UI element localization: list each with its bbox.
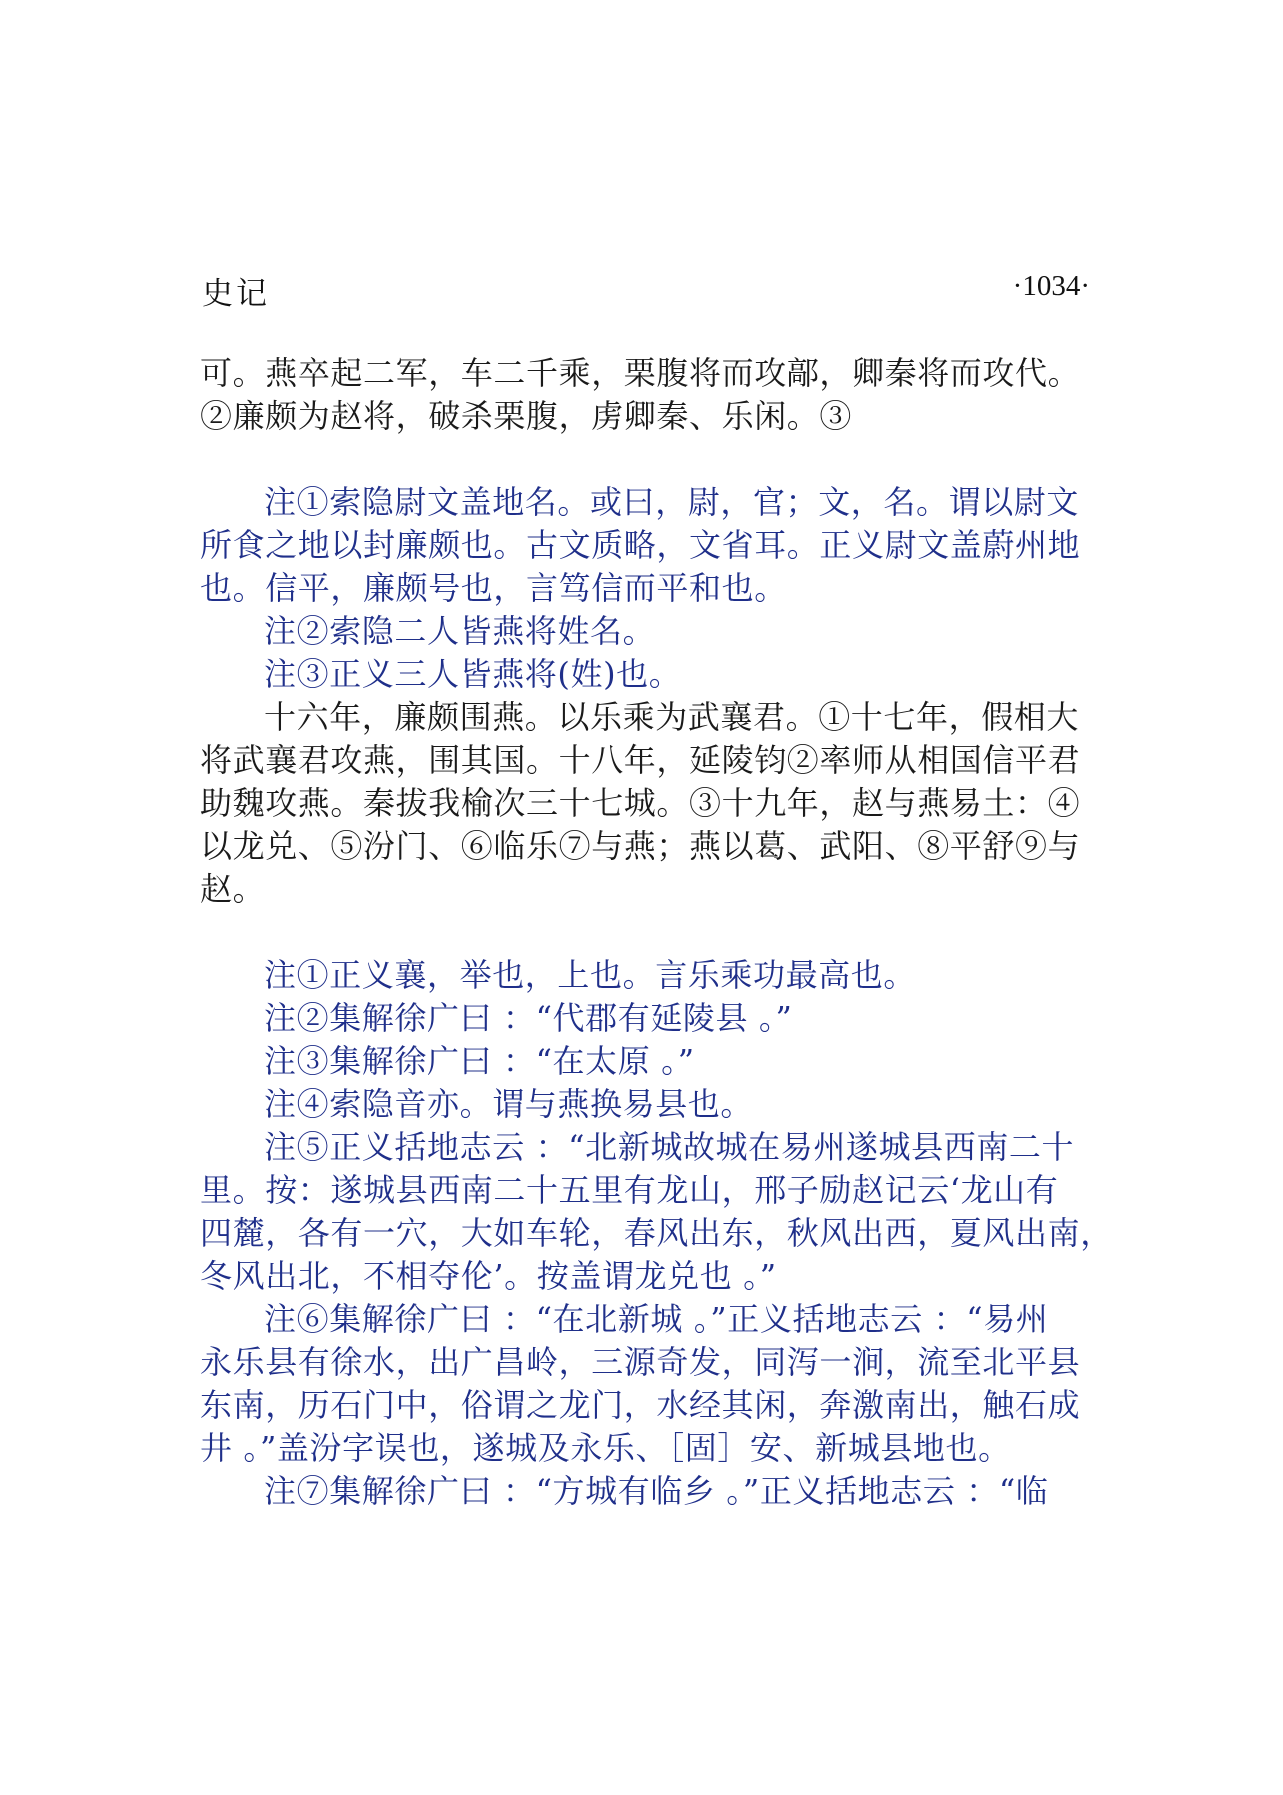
body-line: 助魏攻燕。秦拔我榆次三十七城。③十九年，赵与燕易土：④: [200, 784, 1081, 822]
body-line: 可。燕卒起二军，车二千乘，栗腹将而攻鄗，卿秦将而攻代。: [200, 354, 1081, 392]
page-number: ·1034·: [1012, 270, 1090, 302]
spacer: [200, 438, 1108, 481]
book-title: 史记: [202, 276, 270, 312]
body-text-block-1: [200, 352, 1108, 438]
note-line: 注⑤正义括地志云 ：“北新城故城在易州遂城县西南二十: [264, 1128, 1075, 1166]
note-line: 注②索隐二人皆燕将姓名。: [264, 612, 656, 650]
note-line: 四麓，各有一穴，大如车轮，春风出东，秋风出西，夏风出南，: [200, 1214, 1113, 1252]
note-line: 东南，历石门中，俗谓之龙门，水经其闲，奔激南出，触石成: [200, 1386, 1081, 1424]
note-line: 里。按：遂城县西南二十五里有龙山，邢子励赵记云‘龙山有: [200, 1171, 1059, 1209]
body-line: 将武襄君攻燕，围其国。十八年，延陵钧②率师从相国信平君: [200, 741, 1081, 779]
note-line: 注③集解徐广曰 ：“在太原 。”: [264, 1042, 695, 1080]
notes-block-1: [200, 481, 1108, 696]
note-line: 注⑦集解徐广曰 ：“方城有临乡 。”正义括地志云 ：“临: [264, 1472, 1049, 1510]
page-header: [202, 268, 1090, 312]
page-content: [200, 352, 1113, 1513]
note-line: 注②集解徐广曰 ：“代郡有延陵县 。”: [264, 999, 793, 1037]
note-line: 井 。”盖汾字误也，遂城及永乐、［固］安、新城县地也。: [200, 1429, 1011, 1467]
note-line: 注⑥集解徐广曰 ：“在北新城 。”正义括地志云 ：“易州: [264, 1300, 1049, 1338]
note-line: 注①正义襄，举也，上也。言乐乘功最高也。: [264, 956, 917, 994]
notes-block-2: [200, 954, 1113, 1513]
body-line: ②廉颇为赵将，破杀栗腹，虏卿秦、乐闲。③: [200, 397, 853, 435]
note-line: 注④索隐音亦。谓与燕换易县也。: [264, 1085, 754, 1123]
body-line: 赵。: [200, 870, 266, 908]
note-line: 注③正义三人皆燕将(姓)也。: [264, 655, 682, 693]
spacer: [200, 911, 1108, 954]
body-text-block-2: [200, 696, 1108, 911]
note-line: 冬风出北，不相夺伦’。按盖谓龙兑也 。”: [200, 1257, 777, 1295]
body-line: 十六年，廉颇围燕。以乐乘为武襄君。①十七年，假相大: [264, 698, 1080, 736]
note-line: 注①索隐尉文盖地名。或曰，尉，官；文，名。谓以尉文: [264, 483, 1080, 521]
note-line: 也。信平，廉颇号也，言笃信而平和也。: [200, 569, 787, 607]
body-line: 以龙兑、⑤汾门、⑥临乐⑦与燕；燕以葛、武阳、⑧平舒⑨与: [200, 827, 1081, 865]
note-line: 永乐县有徐水，出广昌岭，三源奇发，同泻一涧，流至北平县: [200, 1343, 1081, 1381]
note-line: 所食之地以封廉颇也。古文质略，文省耳。正义尉文盖蔚州地: [200, 526, 1081, 564]
